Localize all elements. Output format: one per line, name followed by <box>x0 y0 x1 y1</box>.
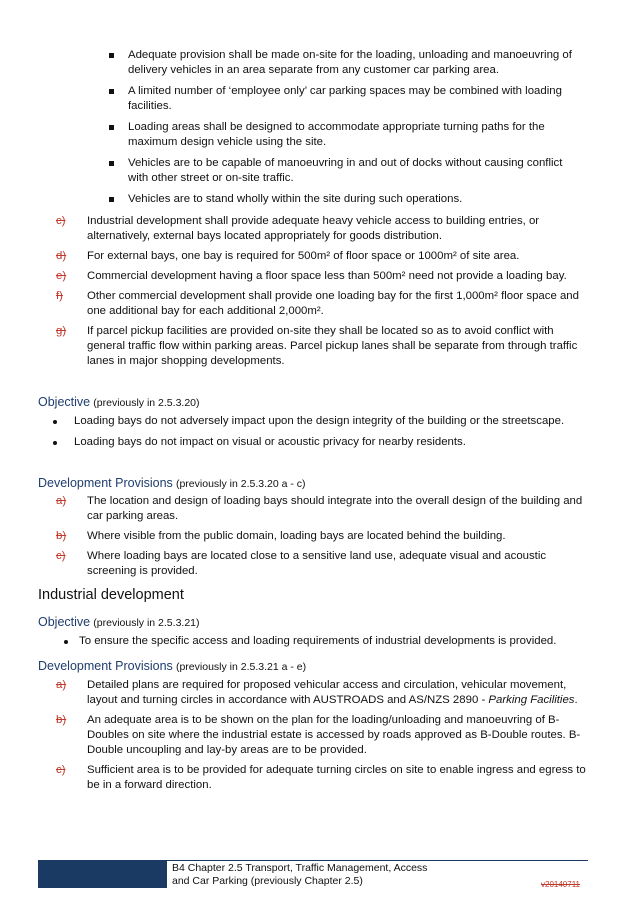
bullet-icon <box>64 640 68 644</box>
list-item <box>0 84 625 114</box>
list-item <box>0 192 625 207</box>
provision-text: Industrial development shall provide adequate heavy vehicle access to building entries, or alternatively, external bays located appropriately for goods distribution. <box>87 215 540 242</box>
list-item <box>0 48 625 78</box>
objective-label: Objective <box>38 615 91 629</box>
provision-item <box>0 249 625 264</box>
provision-letter: g) <box>56 325 67 337</box>
provision-text: Other commercial development shall provide one loading bay for the first 1,000m² floor space and one additional bay for each additional 2,000m². <box>87 290 579 317</box>
list-item-text: Loading areas shall be designed to accommodate appropriate turning paths for the maximum design vehicle using the site. <box>128 121 545 148</box>
development-provisions-label: Development Provisions <box>38 476 173 490</box>
list-item-text: Vehicles are to stand wholly within the site during such operations. <box>128 193 463 205</box>
provision-text: The location and design of loading bays should integrate into the overall design of the building and car parking areas. <box>87 495 583 522</box>
list-item <box>0 435 625 450</box>
footer-title-line: and Car Parking (previously Chapter 2.5) <box>172 875 363 887</box>
development-provisions-heading <box>38 659 598 675</box>
section-heading: Industrial development <box>38 587 184 603</box>
provision-text: Where loading bays are located close to a sensitive land use, adequate visual and acoustic screening is provided. <box>87 550 547 577</box>
provision-text: For external bays, one bay is required for 500m² of floor space or 1000m² of site area. <box>87 250 520 262</box>
provision-item <box>0 214 625 244</box>
bullet-icon <box>53 420 57 424</box>
provision-text: An adequate area is to be shown on the plan for the loading/unloading and manoeuvring of B-Doubles on site where the industrial estate is accessed by roads approved as B-Double routes. B-Double uncoupling and lay-by areas are to be provided. <box>87 714 581 756</box>
objective-list <box>0 634 625 655</box>
objective-label: Objective <box>38 395 91 409</box>
list-item-text: A limited number of ‘employee only’ car parking spaces may be combined with loading facilities. <box>128 85 562 112</box>
objective-reference: (previously in 2.5.3.20) <box>93 397 200 409</box>
provision-item <box>0 324 625 369</box>
list-item-text: Adequate provision shall be made on-site for the loading, unloading and manoeuvring of delivery vehicles in an area separate from any customer car parking area. <box>128 49 572 76</box>
provision-text: Detailed plans are required for proposed vehicular access and circulation, vehicular movement, layout and turning circles in accordance with AUSTROADS and AS/NZS 2890 - <box>87 679 567 706</box>
provision-item <box>0 763 625 793</box>
objective-reference: (previously in 2.5.3.21) <box>93 617 200 629</box>
development-provisions-label: Development Provisions <box>38 659 173 673</box>
provision-letter: c) <box>56 764 66 776</box>
provision-text: Sufficient area is to be provided for adequate turning circles on site to enable ingress and egress to be in a forward direction. <box>87 764 586 791</box>
provision-item <box>0 678 625 708</box>
provision-item <box>0 529 625 544</box>
footer-color-bar <box>38 860 167 888</box>
provision-letter: b) <box>56 530 67 542</box>
development-provisions-heading <box>38 476 598 492</box>
footer-title-line: B4 Chapter 2.5 Transport, Traffic Management, Access <box>172 862 428 874</box>
list-item-text: To ensure the specific access and loading requirements of industrial developments is provided. <box>79 635 557 647</box>
square-bullet-icon <box>109 53 114 58</box>
list-item <box>0 156 625 186</box>
provision-item <box>0 269 625 284</box>
provision-letter: a) <box>56 495 67 507</box>
objective-list <box>0 414 625 456</box>
objective-heading <box>38 395 598 411</box>
provision-letter: c) <box>56 550 66 562</box>
square-bullet-icon <box>109 125 114 130</box>
square-bullet-icon <box>109 89 114 94</box>
provision-text: If parcel pickup facilities are provided on-site they shall be located so as to avoid conflict with general traffic flow within parking areas. Parcel pickup lanes shall be separate from through traffic lanes in major shopping developments. <box>87 325 578 367</box>
objective-heading <box>38 615 598 631</box>
provision-letter: c) <box>56 215 66 227</box>
bullet-icon <box>53 441 57 445</box>
list-item <box>0 120 625 150</box>
provision-item <box>0 549 625 579</box>
provision-item <box>0 713 625 758</box>
provision-text-tail: . <box>574 694 578 706</box>
list-item <box>0 634 625 649</box>
footer-divider <box>167 860 588 861</box>
provision-letter: d) <box>56 250 67 262</box>
provision-letter: f) <box>56 290 63 302</box>
provision-letter: e) <box>56 270 67 282</box>
provision-letter: a) <box>56 679 67 691</box>
development-provisions-list <box>0 678 625 798</box>
list-item-text: Vehicles are to be capable of manoeuvring in and out of docks without causing conflict with other street or on-site traffic. <box>128 157 563 184</box>
development-provisions-list <box>0 494 625 584</box>
development-provisions-reference: (previously in 2.5.3.20 a - c) <box>175 478 306 490</box>
square-bullet-icon <box>109 197 114 202</box>
provision-item <box>0 289 625 319</box>
standard-title: Parking Facilities <box>488 694 575 706</box>
square-bullet-icon <box>109 161 114 166</box>
list-item <box>0 414 625 429</box>
list-item-text: Loading bays do not impact on visual or acoustic privacy for nearby residents. <box>74 436 466 448</box>
footer-title <box>172 862 427 888</box>
development-provisions-reference: (previously in 2.5.3.21 a - e) <box>175 661 307 673</box>
provision-letter: b) <box>56 714 67 726</box>
list-item-text: Loading bays do not adversely impact upon the design integrity of the building or the streetscape. <box>74 415 565 427</box>
provisions-list-c-g <box>0 214 625 374</box>
provision-text: Commercial development having a floor space less than 500m² need not provide a loading bay. <box>87 270 567 282</box>
footer-version: v20140711 <box>541 880 580 889</box>
provision-text: Where visible from the public domain, loading bays are located behind the building. <box>87 530 506 542</box>
provision-item <box>0 494 625 524</box>
square-bullet-list <box>0 48 625 213</box>
